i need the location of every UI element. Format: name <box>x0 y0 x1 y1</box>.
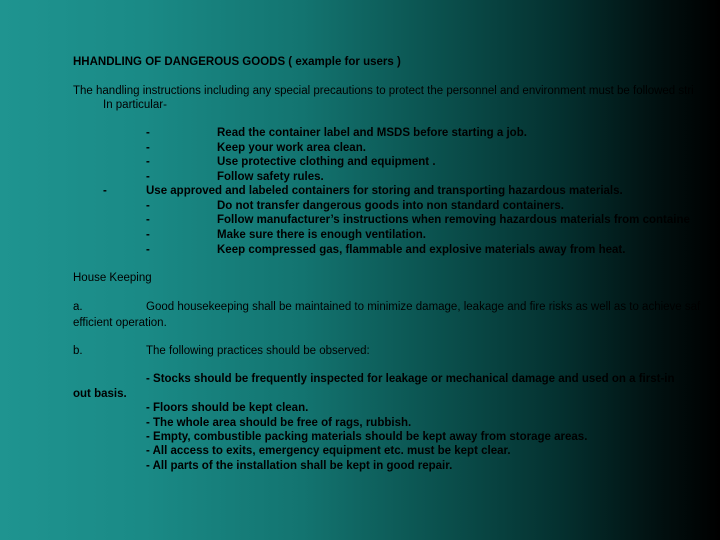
intro-line-2: In particular- <box>103 99 167 111</box>
item-a-text-cont: efficient operation. <box>73 317 167 329</box>
bullet-text: Make sure there is enough ventilation. <box>217 229 426 241</box>
bullet-mark: - <box>146 127 150 139</box>
item-a-label: a. <box>73 301 83 313</box>
practice-item-cont: out basis. <box>73 388 127 400</box>
bullet-mark: - <box>146 200 150 212</box>
bullet-text: Follow safety rules. <box>217 171 324 183</box>
bullet-mark: - <box>146 171 150 183</box>
bullet-mark: - <box>146 229 150 241</box>
intro-line-1: The handling instructions including any special precautions to protect the personnel and environment must be followed stri <box>73 85 694 97</box>
bullet-text: Use protective clothing and equipment . <box>217 156 436 168</box>
practice-item: - The whole area should be free of rags, rubbish. <box>146 417 412 429</box>
practice-item: - All access to exits, emergency equipment etc. must be kept clear. <box>146 445 511 457</box>
bullet-text: Keep your work area clean. <box>217 142 366 154</box>
bullet-text: Follow manufacturer’s instructions when removing hazardous materials from containe <box>217 214 690 226</box>
item-a-text: Good housekeeping shall be maintained to minimize damage, leakage and fire risks as well as to achieve saf <box>146 301 701 313</box>
practice-item: - Floors should be kept clean. <box>146 402 309 414</box>
bullet-text: Keep compressed gas, flammable and explosive materials away from heat. <box>217 244 626 256</box>
bullet-mark: - <box>146 244 150 256</box>
bullet-mark: - <box>103 185 107 197</box>
bullet-text: Use approved and labeled containers for storing and transporting hazardous materials. <box>146 185 623 197</box>
bullet-mark: - <box>146 214 150 226</box>
bullet-mark: - <box>146 156 150 168</box>
item-b-label: b. <box>73 345 83 357</box>
section-title: House Keeping <box>73 272 152 284</box>
bullet-mark: - <box>146 142 150 154</box>
page-title: HHANDLING OF DANGEROUS GOODS ( example for users ) <box>73 56 401 68</box>
item-b-text: The following practices should be observed: <box>146 345 370 357</box>
practice-item: - All parts of the installation shall be kept in good repair. <box>146 460 453 472</box>
bullet-text: Read the container label and MSDS before starting a job. <box>217 127 527 139</box>
bullet-text: Do not transfer dangerous goods into non standard containers. <box>217 200 564 212</box>
practice-item: - Empty, combustible packing materials should be kept away from storage areas. <box>146 431 588 443</box>
practice-item: - Stocks should be frequently inspected for leakage or mechanical damage and used on a first-in <box>146 373 675 385</box>
